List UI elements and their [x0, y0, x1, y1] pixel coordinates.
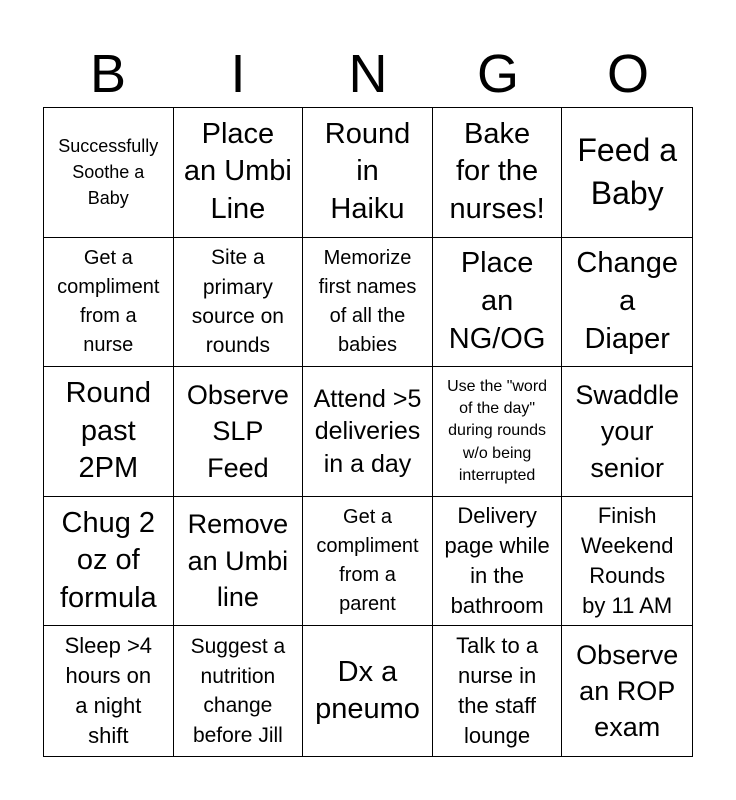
cell-text: Observe SLP Feed [186, 379, 289, 483]
cell-text: Memorize first names of all the babies [318, 246, 417, 356]
cell-text: Dx a pneumo [315, 655, 420, 726]
bingo-card-grid [43, 107, 693, 757]
bingo-cell-r2-c4[interactable] [433, 238, 563, 368]
cell-text: Suggest a nutrition change before Jill [190, 635, 286, 747]
bingo-cell-r3-c4[interactable] [433, 367, 563, 497]
bingo-cell-r5-c1[interactable] [44, 626, 174, 756]
bingo-cell-r4-c1[interactable] [44, 497, 174, 627]
bingo-cell-r5-c3[interactable] [303, 626, 433, 756]
cell-text: Observe an ROP exam [576, 639, 679, 743]
bingo-cell-r5-c4[interactable] [433, 626, 563, 756]
header-letter-n: N [348, 44, 388, 104]
cell-text: Successfully Soothe a Baby [58, 136, 159, 209]
cell-text: Get a compliment from a parent [316, 506, 419, 616]
bingo-cell-r1-c1[interactable] [44, 108, 174, 238]
bingo-cell-r5-c2[interactable] [174, 626, 304, 756]
bingo-cell-r2-c1[interactable] [44, 238, 174, 368]
header-letter-g: G [476, 44, 519, 104]
cell-text: Finish Weekend Rounds by 11 AM [580, 503, 674, 618]
cell-text: Place an Umbi Line [183, 117, 292, 226]
bingo-cell-r4-c4[interactable] [433, 497, 563, 627]
header-letter-o: O [606, 44, 649, 104]
bingo-cell-r3-c1[interactable] [44, 367, 174, 497]
bingo-cell-r4-c5[interactable] [562, 497, 692, 627]
cell-text: Place an NG/OG [448, 247, 546, 355]
cell-text: Chug 2 oz of formula [59, 506, 157, 614]
cell-text: Site a primary source on rounds [191, 246, 284, 358]
bingo-cell-r1-c2[interactable] [174, 108, 304, 238]
bingo-cell-r4-c3[interactable] [303, 497, 433, 627]
cell-text: Swaddle your senior [575, 379, 679, 483]
header-letter-b: B [89, 44, 127, 104]
bingo-cell-r1-c4[interactable] [433, 108, 563, 238]
cell-text: Sleep >4 hours on a night shift [64, 633, 153, 749]
cell-text: Feed a Baby [577, 132, 677, 212]
cell-text: Get a compliment from a nurse [57, 246, 160, 356]
bingo-cell-r3-c5[interactable] [562, 367, 692, 497]
bingo-cell-r4-c2[interactable] [174, 497, 304, 627]
bingo-cell-r1-c3[interactable] [303, 108, 433, 238]
cell-text: Use the "word of the day" during rounds w/o being interrupted [447, 378, 548, 484]
bingo-cell-r3-c2[interactable] [174, 367, 304, 497]
cell-text: Remove an Umbi line [187, 509, 289, 613]
bingo-header [43, 40, 693, 108]
cell-text: Delivery page while in the bathroom [444, 503, 550, 618]
cell-text: Round past 2PM [65, 376, 152, 485]
bingo-cell-r2-c3[interactable] [303, 238, 433, 368]
cell-text: Round in Haiku [324, 117, 411, 226]
bingo-cell-r1-c5[interactable] [562, 108, 692, 238]
cell-text: Attend >5 deliveries in a day [313, 384, 422, 478]
cell-text: Talk to a nurse in the staff lounge [456, 633, 539, 749]
bingo-cell-r2-c5[interactable] [562, 238, 692, 368]
bingo-cell-r3-c3[interactable] [303, 367, 433, 497]
bingo-cell-r5-c5[interactable] [562, 626, 692, 756]
cell-text: Change a Diaper [576, 247, 678, 355]
bingo-cell-r2-c2[interactable] [174, 238, 304, 368]
header-letter-i: I [230, 44, 246, 104]
cell-text: Bake for the nurses! [449, 117, 545, 226]
